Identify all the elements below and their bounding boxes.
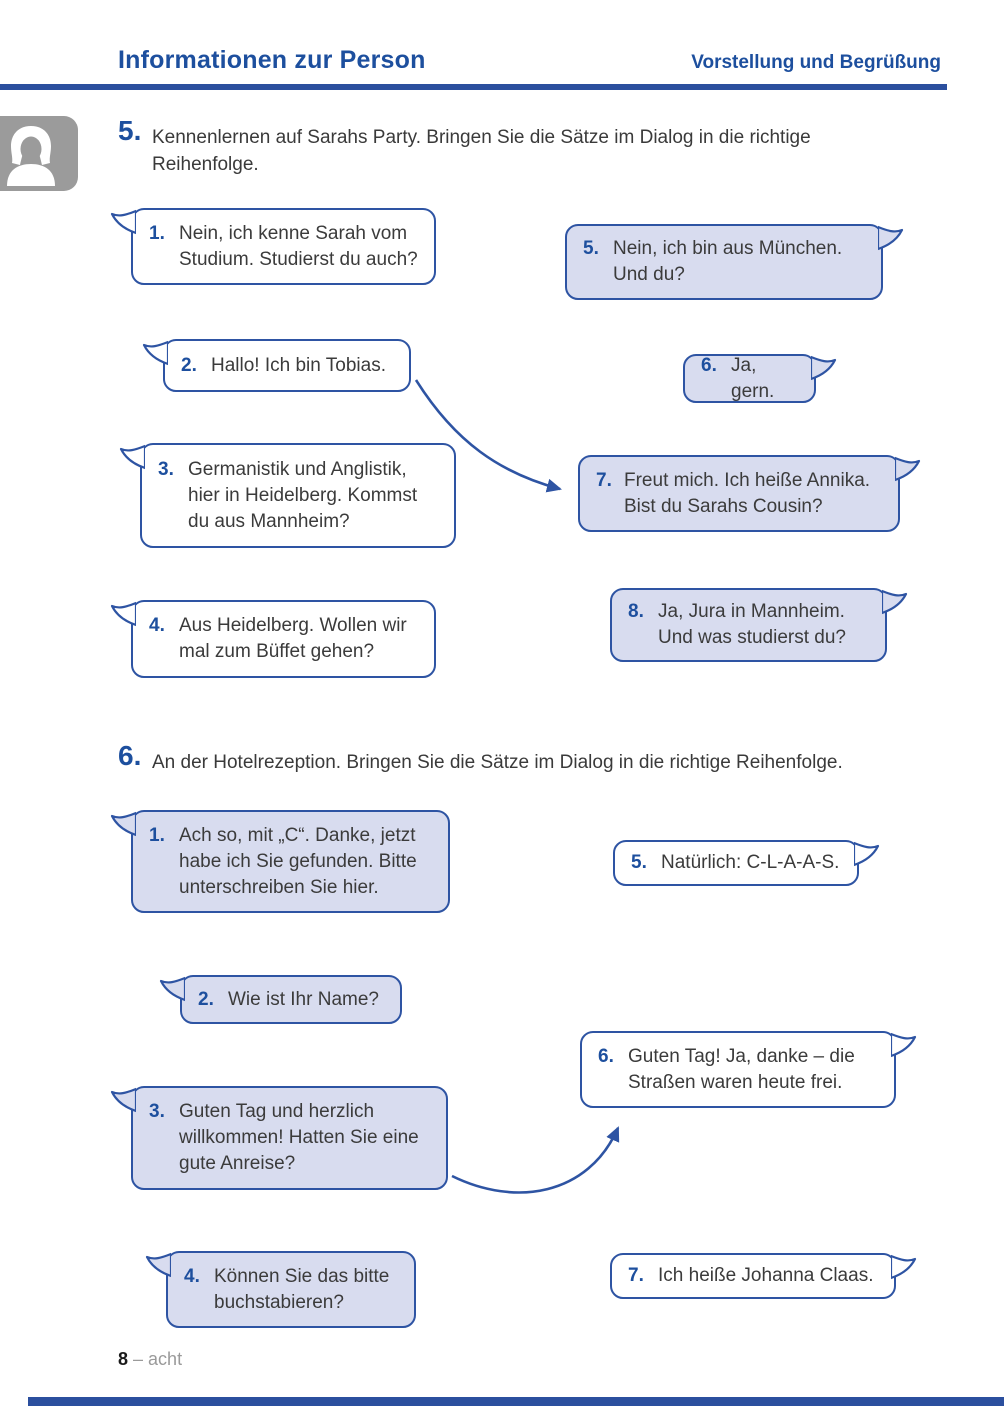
ex6-bubble-2 [180, 975, 402, 1024]
exercise-5-number: 5. [118, 115, 142, 146]
bubble-text: Guten Tag und herzlich willkommen! Hatten Sie eine gute Anreise? [179, 1101, 419, 1174]
bubble-text: Germanistik und Anglistik, hier in Heidelberg. Kommst du aus Mannheim? [188, 458, 418, 532]
arrow-3-to-6-icon [452, 1128, 618, 1192]
ex6-bubble-1 [131, 810, 450, 913]
bubble-number: 1. [149, 222, 165, 244]
bubble-number: 4. [149, 615, 165, 636]
bubble-text: Ach so, mit „C“. Danke, jetzt habe ich Sie gefunden. Bitte unterschreiben Sie hier. [179, 824, 417, 898]
bubble-text: Freut mich. Ich heiße Annika. Bist du Sarahs Cousin? [624, 469, 871, 517]
ex6-bubble-5 [613, 840, 859, 886]
exercise-6-number: 6. [118, 740, 142, 771]
page-title: Informationen zur Person [118, 46, 426, 74]
person-icon [0, 116, 78, 191]
bubble-tail-icon [878, 225, 904, 255]
ex6-bubble-3 [131, 1086, 448, 1190]
bubble-number: 3. [158, 458, 174, 480]
bubble-number: 5. [631, 852, 647, 873]
ex5-bubble-2 [163, 339, 411, 392]
bubble-tail-icon [891, 1032, 917, 1062]
bubble-text: Wie ist Ihr Name? [228, 988, 379, 1010]
bubble-text: Können Sie das bitte buchstabieren? [214, 1265, 390, 1313]
ex5-bubble-4 [131, 600, 436, 678]
ex5-bubble-7 [578, 455, 900, 532]
bubble-text: Natürlich: C-L-A-A-S. [661, 852, 840, 873]
ex5-bubble-5 [565, 224, 883, 300]
bubble-tail-icon [882, 589, 908, 619]
exercise-6-instruction: An der Hotelrezeption. Bringen Sie die Sätze im Dialog in die richtige Reihenfolge. [152, 752, 843, 773]
bubble-text: Hallo! Ich bin Tobias. [211, 354, 386, 376]
bubble-number: 2. [181, 354, 197, 376]
bubble-number: 6. [701, 354, 717, 376]
bubble-text: Nein, ich kenne Sarah vom Studium. Studierst du auch? [179, 222, 418, 270]
bubble-text: Aus Heidelberg. Wollen wir mal zum Büffet gehen? [179, 615, 407, 662]
ex5-bubble-1 [131, 208, 436, 285]
ex5-bubble-8 [610, 588, 887, 662]
person-silhouette-icon [0, 122, 64, 186]
ex6-bubble-7 [610, 1253, 896, 1299]
bubble-text: Nein, ich bin aus München. Und du? [613, 238, 843, 285]
bubble-text: Ich heiße Johanna Claas. [658, 1265, 874, 1286]
page-subtitle: Vorstellung und Begrüßung [691, 52, 941, 73]
ex5-bubble-3 [140, 443, 456, 548]
bubble-number: 5. [583, 238, 599, 259]
ex5-bubble-6 [683, 354, 816, 403]
bottom-bar [28, 1397, 1004, 1406]
header-rule [0, 84, 947, 90]
ex6-bubble-6 [580, 1031, 896, 1108]
bubble-tail-icon [891, 1254, 917, 1284]
bubble-number: 8. [628, 601, 644, 622]
bubble-number: 3. [149, 1101, 165, 1122]
exercise-5-instruction: Kennenlernen auf Sarahs Party. Bringen Sie die Sätze im Dialog in die richtige Reihenfolge. [152, 127, 811, 175]
footer-page-word: – acht [133, 1349, 183, 1369]
bubble-text: Guten Tag! Ja, danke – die Straßen waren heute frei. [628, 1045, 855, 1093]
bubble-tail-icon [895, 456, 921, 486]
ex6-bubble-4 [166, 1251, 416, 1328]
bubble-tail-icon [854, 841, 880, 871]
bubble-number: 1. [149, 824, 165, 846]
bubble-text: Ja, gern. [731, 354, 775, 402]
bubble-number: 7. [596, 469, 612, 491]
bubble-number: 4. [184, 1265, 200, 1287]
bubble-number: 7. [628, 1265, 644, 1286]
footer-page-number: 8 [118, 1349, 129, 1369]
bubble-number: 2. [198, 988, 214, 1010]
page-footer [118, 1349, 182, 1370]
bubble-text: Ja, Jura in Mannheim. Und was studierst du? [658, 601, 846, 648]
bubble-tail-icon [811, 355, 837, 385]
bubble-number: 6. [598, 1045, 614, 1067]
